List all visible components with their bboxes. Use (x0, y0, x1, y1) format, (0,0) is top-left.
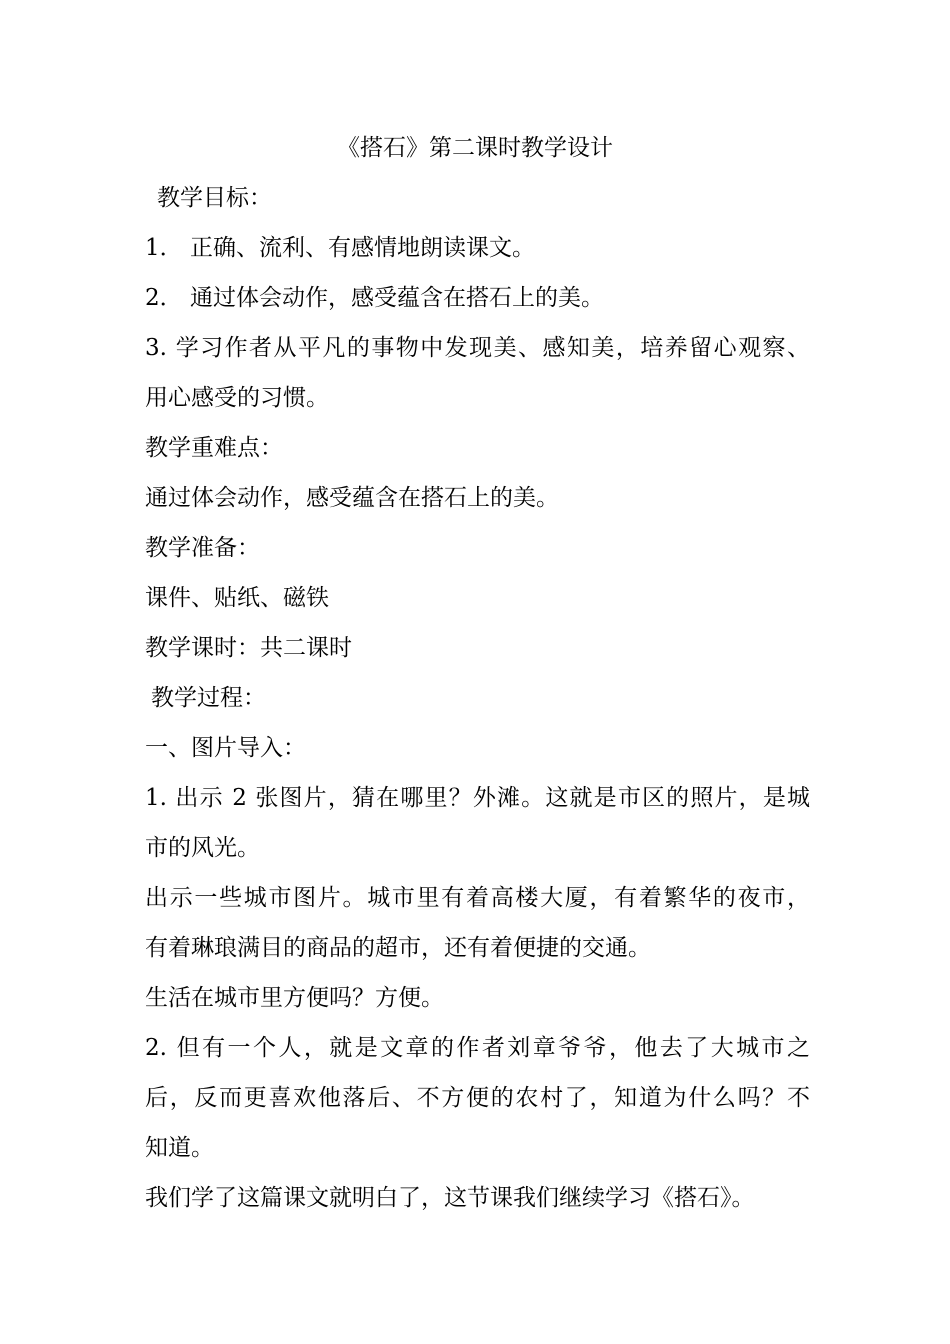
paragraph-line: 知道。 (145, 1135, 214, 1161)
class-hours-text: 教学课时：共二课时 (145, 635, 352, 661)
section-heading-key-points: 教学重难点： (145, 435, 283, 461)
paragraph-line: 我们学了这篇课文就明白了，这节课我们继续学习《搭石》。 (145, 1185, 755, 1211)
section-heading-preparation: 教学准备： (145, 535, 260, 561)
process-step-1-heading: 一、图片导入： (145, 735, 306, 761)
paragraph-line: 出示一些城市图片。城市里有着高楼大厦，有着繁华的夜市， (145, 885, 810, 911)
paragraph-line: 市的风光。 (145, 835, 260, 861)
paragraph-line: 1. 出示 2 张图片，猜在哪里？外滩。这就是市区的照片，是城 (145, 785, 810, 811)
objective-item-2: 2． 通过体会动作，感受蕴含在搭石上的美。 (145, 285, 604, 311)
paragraph-line: 有着琳琅满目的商品的超市，还有着便捷的交通。 (145, 935, 651, 961)
key-points-text: 通过体会动作，感受蕴含在搭石上的美。 (145, 485, 559, 511)
objective-item-3-continued: 用心感受的习惯。 (145, 385, 329, 411)
section-heading-process: 教学过程： (151, 685, 266, 711)
paragraph-line: 后，反而更喜欢他落后、不方便的农村了，知道为什么吗？不 (145, 1085, 810, 1111)
objective-item-3: 3. 学习作者从平凡的事物中发现美、感知美，培养留心观察、 (145, 335, 810, 361)
document-body (145, 180, 810, 1230)
preparation-text: 课件、贴纸、磁铁 (145, 585, 329, 611)
objective-item-1: 1． 正确、流利、有感情地朗读课文。 (145, 235, 535, 261)
section-heading-objectives: 教学目标： (157, 185, 272, 211)
document-title: 《搭石》第二课时教学设计 (337, 135, 613, 161)
paragraph-line: 2. 但有一个人，就是文章的作者刘章爷爷，他去了大城市之 (145, 1035, 810, 1061)
paragraph-line: 生活在城市里方便吗？方便。 (145, 985, 444, 1011)
